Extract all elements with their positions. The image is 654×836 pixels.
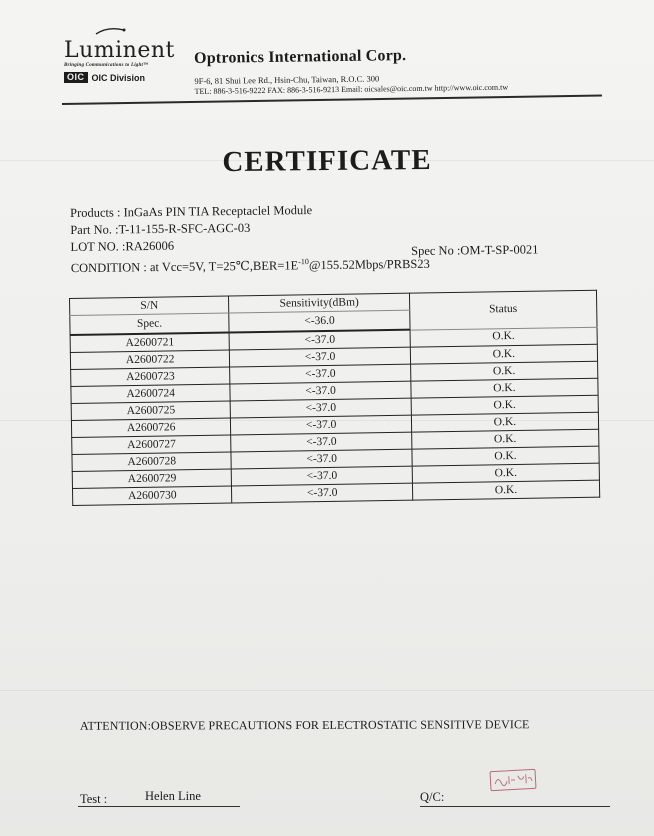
row-sn: A2600723	[71, 367, 231, 387]
spec-label: Spec.	[70, 313, 230, 335]
test-label: Test :	[80, 792, 108, 806]
row-sensitivity: <-37.0	[230, 364, 411, 384]
oic-logo-icon: OIC	[64, 72, 88, 83]
company-name: Optronics International Corp.	[194, 47, 407, 67]
company-block	[194, 46, 508, 96]
row-sn: A2600721	[70, 332, 230, 352]
condition-exponent: -10	[298, 257, 309, 267]
qc-stamp-icon	[490, 769, 537, 791]
row-sensitivity: <-37.0	[231, 449, 412, 469]
product-info	[70, 201, 430, 278]
test-signature: Helen Line	[145, 789, 201, 803]
row-sn: A2600729	[72, 469, 232, 489]
row-sensitivity: <-37.0	[231, 432, 412, 452]
row-status: O.K.	[412, 446, 599, 466]
header-sn: S/N	[70, 296, 230, 316]
row-status: O.K.	[412, 463, 599, 483]
row-status: O.K.	[410, 327, 597, 347]
row-sensitivity: <-37.0	[230, 347, 411, 367]
part-number-line: Part No. :T-11-155-R-SFC-AGC-03	[70, 220, 251, 237]
esd-attention-notice: ATTENTION:OBSERVE PRECAUTIONS FOR ELECTROSTATIC SENSITIVE DEVICE	[79, 717, 530, 733]
row-sn: A2600728	[72, 452, 232, 472]
certificate-title: CERTIFICATE	[222, 143, 432, 179]
lot-number-line: LOT NO. :RA26006	[70, 238, 175, 254]
row-sn: A2600724	[71, 384, 231, 404]
row-sensitivity: <-37.0	[232, 483, 413, 503]
row-sensitivity: <-37.0	[231, 398, 412, 418]
header-sensitivity: Sensitivity(dBm)	[229, 293, 410, 313]
results-table	[69, 290, 600, 506]
row-sn: A2600722	[70, 350, 230, 370]
row-status: O.K.	[410, 344, 597, 364]
row-status: O.K.	[412, 480, 599, 500]
row-sn: A2600726	[71, 418, 231, 438]
row-sensitivity: <-37.0	[230, 381, 411, 401]
qc-label: Q/C:	[420, 790, 445, 804]
row-sn: A2600730	[72, 486, 232, 506]
company-contact: TEL: 886-3-516-9222 FAX: 886-3-516-9213 Email: oicsales@oic.com.tw http://www.oic.com.tw	[194, 82, 509, 96]
company-address: 9F-6, 81 Shui Lee Rd., Hsin-Chu, Taiwan, R.O.C. 300	[194, 73, 380, 86]
division-row	[64, 72, 176, 83]
spec-value: <-36.0	[229, 310, 410, 332]
row-sensitivity: <-37.0	[229, 330, 410, 350]
brand-name: Luminent	[64, 38, 175, 63]
brand-tagline: Bringing Communications to Light™	[64, 63, 149, 68]
row-sn: A2600727	[72, 435, 232, 455]
spec-number: Spec No :OM-T-SP-0021	[411, 242, 539, 258]
header-divider	[62, 95, 602, 105]
row-status: O.K.	[410, 361, 597, 381]
condition-line	[71, 252, 430, 278]
row-status: O.K.	[411, 378, 598, 398]
products-line: Products : InGaAs PIN TIA Receptaclel Module	[70, 203, 313, 220]
row-status: O.K.	[411, 395, 598, 415]
row-sn: A2600725	[71, 401, 231, 421]
test-signature-line	[78, 806, 240, 807]
condition-rate: @155.52Mbps/PRBS23	[308, 256, 430, 273]
brand-block	[64, 30, 176, 83]
header-status: Status	[409, 290, 597, 329]
luminent-swoosh-icon	[94, 24, 128, 38]
row-status: O.K.	[411, 429, 598, 449]
row-sensitivity: <-37.0	[232, 466, 413, 486]
row-sensitivity: <-37.0	[231, 415, 412, 435]
row-status: O.K.	[411, 412, 598, 432]
condition-text: CONDITION : at Vcc=5V, T=25℃,BER=1E	[70, 258, 299, 276]
qc-signature-line	[420, 806, 610, 807]
division-label: OIC Division	[91, 72, 146, 83]
